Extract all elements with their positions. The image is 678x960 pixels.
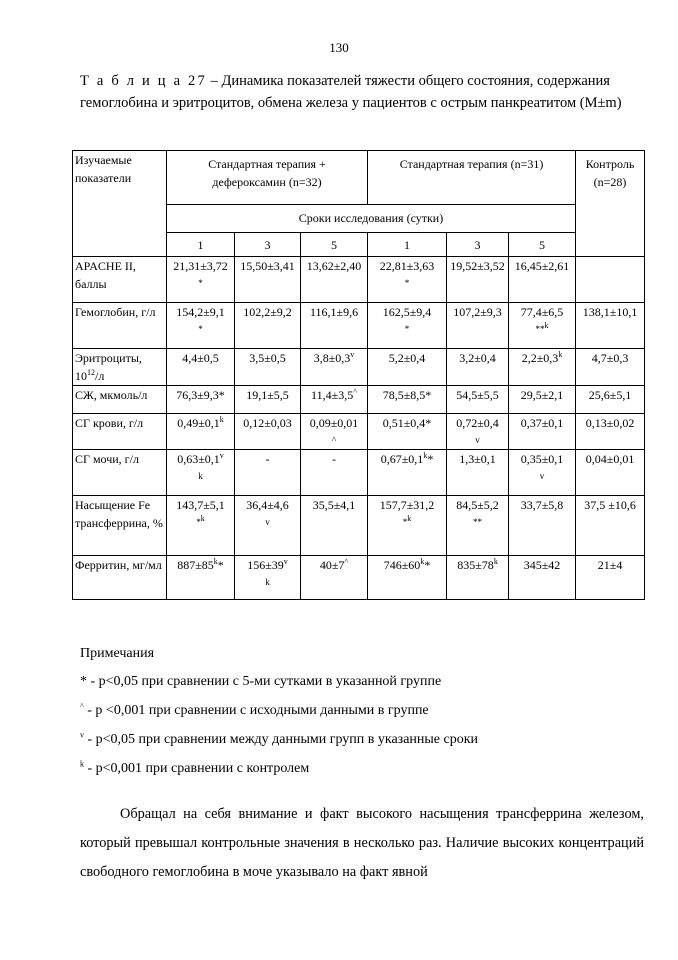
row-label xyxy=(73,349,167,386)
table-cell xyxy=(301,386,368,414)
header-day: 5 xyxy=(301,233,368,257)
cell-line xyxy=(311,388,357,402)
cell-value: 0,12±0,03 xyxy=(243,416,292,430)
cell-value: 21±4 xyxy=(597,558,623,572)
cell-value: - xyxy=(332,452,336,466)
cell-superscript: k xyxy=(420,557,425,566)
row-label xyxy=(73,386,167,414)
row-label-text: СГ крови, г/л xyxy=(75,416,144,430)
row-label-text: Ферритин, мг/мл xyxy=(75,558,162,572)
cell-line xyxy=(521,305,564,319)
body-text xyxy=(80,800,644,887)
table-cell xyxy=(576,450,645,496)
cell-line xyxy=(592,351,629,365)
table-cell xyxy=(509,303,576,349)
cell-line xyxy=(450,259,505,273)
cell-value: 3,2±0,4 xyxy=(459,351,496,365)
cell-line xyxy=(176,305,225,319)
cell-mark xyxy=(510,468,574,484)
table-caption-text: – Динамика показателей тяжести общего состояния, содержания гемоглобина и эритроцитов, обмена железа у пациентов с острым панкреатитом (M±m) xyxy=(80,73,622,111)
body-paragraph: Обращал на себя внимание и факт высокого насыщения трансферрина железом, который превышал контрольные значения в несколько раз. Наличие высоких концентраций свободного гемоглобина в моче указывало на факт явной xyxy=(80,806,644,880)
cell-superscript: k xyxy=(423,451,428,460)
cell-value: 13,62±2,40 xyxy=(306,259,362,273)
row-label xyxy=(73,556,167,600)
row-label xyxy=(73,414,167,450)
table-cell xyxy=(167,257,235,303)
cell-value: 887±85 xyxy=(177,558,214,572)
cell-line xyxy=(456,388,499,402)
cell-line xyxy=(177,416,224,430)
table-cell xyxy=(576,556,645,600)
cell-mark-text: * xyxy=(404,278,410,288)
cell-value: 19,52±3,52 xyxy=(450,259,505,273)
table-caption-label: Т а б л и ц а 27 xyxy=(80,73,207,89)
cell-mark xyxy=(168,514,233,530)
table-cell xyxy=(576,414,645,450)
table-row xyxy=(73,257,645,303)
cell-line xyxy=(332,452,336,466)
table-cell xyxy=(447,386,509,414)
cell-trailing-mark: * xyxy=(217,558,224,572)
cell-line xyxy=(586,452,635,466)
cell-value: 162,5±9,4 xyxy=(382,305,432,319)
cell-line xyxy=(307,259,362,273)
cell-value: 22,81±3,63 xyxy=(379,259,435,273)
table-row xyxy=(73,349,645,386)
cell-mark-text: * xyxy=(198,324,203,334)
cell-value: 102,2±9,2 xyxy=(243,305,292,319)
table-cell xyxy=(368,556,447,600)
table-cell xyxy=(368,349,447,386)
row-label xyxy=(73,303,167,349)
table-cell xyxy=(167,556,235,600)
cell-value: 138,1±10,1 xyxy=(582,305,638,319)
table-cell xyxy=(576,386,645,414)
table-cell xyxy=(368,414,447,450)
cell-mark-text: v xyxy=(539,471,545,481)
cell-mark xyxy=(369,321,445,337)
row-label-text: Эритроциты, 10 xyxy=(75,351,142,383)
note-symbol: v xyxy=(80,730,84,740)
cell-value: 5,2±0,4 xyxy=(388,351,426,365)
cell-line xyxy=(389,351,426,365)
table-cell xyxy=(576,349,645,386)
note-symbol: ^ xyxy=(80,701,84,711)
table-cell xyxy=(301,414,368,450)
note-text: - p<0,001 при сравнении с контролем xyxy=(84,761,310,776)
cell-line xyxy=(266,452,270,466)
note-item xyxy=(80,754,640,783)
cell-line xyxy=(459,351,496,365)
cell-mark-text: ^ xyxy=(331,435,337,445)
cell-value: 2,2±0,3 xyxy=(521,351,559,365)
cell-value: 54,5±5,5 xyxy=(456,388,499,402)
cell-mark-text: k xyxy=(198,471,203,481)
table-cell xyxy=(301,303,368,349)
cell-value: 0,09±0,01 xyxy=(309,416,359,430)
cell-value: 16,45±2,61 xyxy=(514,259,570,273)
table-cell xyxy=(368,303,447,349)
table-cell xyxy=(167,414,235,450)
row-label xyxy=(73,496,167,556)
note-symbol: k xyxy=(80,759,84,769)
cell-line xyxy=(380,259,435,273)
table-row xyxy=(73,303,645,349)
table-row xyxy=(73,386,645,414)
table-cell xyxy=(509,496,576,556)
cell-value: 0,37±0,1 xyxy=(520,416,564,430)
cell-line xyxy=(522,351,563,365)
cell-mark-text: * xyxy=(404,324,410,334)
table-cell xyxy=(509,450,576,496)
table-cell xyxy=(301,257,368,303)
cell-line xyxy=(240,259,295,273)
table-cell xyxy=(509,414,576,450)
cell-line xyxy=(521,416,564,430)
cell-mark xyxy=(302,432,366,448)
cell-mark-text: * xyxy=(198,278,203,288)
cell-value: 25,6±5,1 xyxy=(588,388,632,402)
table-cell xyxy=(509,556,576,600)
table-cell xyxy=(167,303,235,349)
table-cell xyxy=(167,496,235,556)
cell-mark-text: * xyxy=(196,517,201,527)
cell-trailing-mark: * xyxy=(424,558,431,572)
cell-superscript: k xyxy=(558,350,563,359)
row-label xyxy=(73,450,167,496)
cell-line xyxy=(383,416,432,430)
cell-line xyxy=(583,305,638,319)
cell-value: 345±42 xyxy=(523,558,561,572)
cell-mark-superscript: k xyxy=(544,321,549,330)
cell-superscript: v xyxy=(350,350,355,359)
cell-mark xyxy=(236,574,299,590)
cell-value: 157,7±31,2 xyxy=(379,498,435,512)
page-number: 130 xyxy=(329,40,349,55)
cell-value: - xyxy=(265,452,270,466)
cell-line xyxy=(247,558,288,572)
table-cell xyxy=(235,349,301,386)
cell-value: 0,67±0,1 xyxy=(380,452,424,466)
cell-value: 84,5±5,2 xyxy=(456,498,499,512)
cell-line xyxy=(456,498,499,512)
table-cell xyxy=(368,386,447,414)
cell-superscript: ^ xyxy=(344,557,349,566)
cell-mark-text: * xyxy=(402,517,408,527)
table-cell xyxy=(447,450,509,496)
cell-line xyxy=(589,388,632,402)
table-cell xyxy=(447,257,509,303)
table-cell xyxy=(576,496,645,556)
table-row xyxy=(73,496,645,556)
cell-mark xyxy=(168,275,233,291)
cell-line xyxy=(453,305,502,319)
cell-superscript: k xyxy=(219,415,224,424)
cell-line xyxy=(515,259,570,273)
note-text: - p<0,05 при сравнении между данными групп в указанные сроки xyxy=(84,732,479,747)
cell-value: 37,5 ±10,6 xyxy=(584,498,636,512)
cell-mark-text: k xyxy=(265,577,270,587)
header-group-deferoxamine: Стандартная терапия + дефероксамин (n=32) xyxy=(167,151,368,205)
cell-line xyxy=(243,305,292,319)
table-cell xyxy=(301,349,368,386)
data-table xyxy=(72,150,645,600)
cell-line xyxy=(521,388,564,402)
row-label-text: APACHE II, баллы xyxy=(75,259,136,291)
cell-line xyxy=(173,259,228,273)
cell-line xyxy=(380,498,435,512)
cell-line xyxy=(249,351,286,365)
table-cell xyxy=(447,414,509,450)
cell-mark xyxy=(369,275,445,291)
table-cell xyxy=(235,303,301,349)
table-cell xyxy=(235,386,301,414)
cell-mark-text: ** xyxy=(535,324,545,334)
cell-line xyxy=(176,498,225,512)
cell-value: 154,2±9,1 xyxy=(176,305,225,319)
table-cell xyxy=(509,386,576,414)
cell-mark xyxy=(448,432,507,448)
cell-line xyxy=(456,416,499,430)
cell-line xyxy=(246,388,289,402)
cell-value: 156±39 xyxy=(247,558,284,572)
cell-value: 4,7±0,3 xyxy=(591,351,629,365)
table-cell xyxy=(368,450,447,496)
header-day: 1 xyxy=(368,233,447,257)
cell-mark-text: ** xyxy=(473,517,483,527)
table-cell xyxy=(509,257,576,303)
cell-value: 76,3±9,3* xyxy=(176,388,225,402)
cell-value: 0,13±0,02 xyxy=(585,416,635,430)
cell-line xyxy=(182,351,219,365)
cell-superscript: ^ xyxy=(353,387,357,396)
cell-value: 0,04±0,01 xyxy=(585,452,635,466)
table-cell xyxy=(235,556,301,600)
header-group-standard: Стандартная терапия (n=31) xyxy=(368,151,576,205)
cell-value: 0,49±0,1 xyxy=(177,416,220,430)
table-row xyxy=(73,414,645,450)
table-cell xyxy=(576,303,645,349)
table-cell xyxy=(447,349,509,386)
cell-line xyxy=(586,416,635,430)
cell-value: 33,7±5,8 xyxy=(520,498,564,512)
cell-value: 78,5±8,5* xyxy=(382,388,432,402)
header-day: 3 xyxy=(447,233,509,257)
row-label-text: СГ мочи, г/л xyxy=(75,452,139,466)
cell-line xyxy=(457,558,498,572)
cell-value: 0,51±0,4* xyxy=(382,416,432,430)
table-cell xyxy=(368,257,447,303)
cell-line xyxy=(246,498,289,512)
note-text: - p<0,05 при сравнении с 5-ми сутками в указанной группе xyxy=(87,674,442,689)
table-cell xyxy=(235,257,301,303)
note-symbol: * xyxy=(80,674,87,689)
row-label-text: Насыщение Fe трансферрина, % xyxy=(75,498,163,530)
cell-mark xyxy=(448,514,507,530)
table-cell xyxy=(235,496,301,556)
header-control: Контроль (n=28) xyxy=(576,151,645,257)
cell-value: 3,8±0,3 xyxy=(313,351,351,365)
cell-line xyxy=(310,305,358,319)
table-cell xyxy=(167,386,235,414)
cell-value: 11,4±3,5 xyxy=(311,388,354,402)
table-cell xyxy=(447,556,509,600)
table-row xyxy=(73,450,645,496)
cell-value: 35,5±4,1 xyxy=(312,498,356,512)
cell-value: 0,72±0,4 xyxy=(456,416,499,430)
header-day: 1 xyxy=(167,233,235,257)
header-indicators: Изучаемые показатели xyxy=(73,151,167,257)
cell-value: 4,4±0,5 xyxy=(182,351,219,365)
notes-title: Примечания xyxy=(80,646,155,661)
cell-line xyxy=(521,452,564,466)
table-cell xyxy=(447,496,509,556)
header-day: 3 xyxy=(235,233,301,257)
note-item xyxy=(80,696,640,725)
cell-line xyxy=(176,388,225,402)
cell-trailing-mark: * xyxy=(427,452,434,466)
table-cell xyxy=(576,257,645,303)
cell-superscript: v xyxy=(283,557,288,566)
cell-mark xyxy=(369,514,445,530)
cell-line xyxy=(584,498,636,512)
cell-line xyxy=(177,558,224,572)
cell-value: 116,1±9,6 xyxy=(309,305,359,319)
cell-line xyxy=(459,452,496,466)
note-item xyxy=(80,725,640,754)
table-cell xyxy=(235,414,301,450)
header-terms: Сроки исследования (сутки) xyxy=(167,205,576,233)
cell-mark xyxy=(510,321,574,337)
cell-value: 77,4±6,5 xyxy=(520,305,564,319)
cell-value: 107,2±9,3 xyxy=(453,305,502,319)
table-cell xyxy=(509,349,576,386)
table-cell xyxy=(167,349,235,386)
cell-value: 143,7±5,1 xyxy=(176,498,225,512)
cell-mark-superscript: k xyxy=(407,514,412,523)
table-cell xyxy=(368,496,447,556)
row-label-tail: /л xyxy=(95,369,105,383)
cell-value: 0,35±0,1 xyxy=(520,452,564,466)
cell-line xyxy=(521,498,564,512)
cell-value: 21,31±3,72 xyxy=(173,259,228,273)
cell-line xyxy=(310,416,359,430)
cell-line xyxy=(598,558,623,572)
cell-line xyxy=(314,351,355,365)
cell-line xyxy=(243,416,292,430)
table-cell xyxy=(301,496,368,556)
row-label-text: Гемоглобин, г/л xyxy=(75,305,156,319)
note-item xyxy=(80,667,640,696)
row-label-sup: 12 xyxy=(87,368,95,377)
row-label-text: СЖ, мкмоль/л xyxy=(75,388,148,402)
cell-value: 835±78 xyxy=(457,558,494,572)
table-row xyxy=(73,556,645,600)
row-label xyxy=(73,257,167,303)
cell-mark xyxy=(168,468,233,484)
cell-value: 1,3±0,1 xyxy=(459,452,496,466)
cell-mark-text: v xyxy=(265,517,270,527)
cell-line xyxy=(177,452,224,466)
cell-value: 40±7 xyxy=(319,558,345,572)
table-caption xyxy=(80,70,636,114)
cell-superscript: k xyxy=(213,557,218,566)
cell-value: 3,5±0,5 xyxy=(249,351,286,365)
cell-value: 36,4±4,6 xyxy=(246,498,289,512)
cell-line xyxy=(384,558,431,572)
cell-line xyxy=(383,388,432,402)
table-cell xyxy=(447,303,509,349)
cell-superscript: k xyxy=(493,557,498,566)
table-cell xyxy=(301,556,368,600)
cell-mark xyxy=(236,514,299,530)
table-cell xyxy=(167,450,235,496)
cell-line xyxy=(524,558,561,572)
cell-line xyxy=(313,498,356,512)
note-text: - p <0,001 при сравнении с исходными данными в группе xyxy=(83,703,429,718)
cell-mark-superscript: k xyxy=(200,514,205,523)
notes xyxy=(80,640,640,783)
cell-value: 29,5±2,1 xyxy=(520,388,564,402)
cell-superscript: v xyxy=(219,451,224,460)
table-cell xyxy=(235,450,301,496)
cell-value: 19,1±5,5 xyxy=(246,388,289,402)
cell-value: 746±60 xyxy=(383,558,421,572)
table-cell xyxy=(301,450,368,496)
cell-mark xyxy=(168,321,233,337)
cell-line xyxy=(383,305,432,319)
cell-line xyxy=(320,558,348,572)
cell-value: 0,63±0,1 xyxy=(177,452,220,466)
header-day: 5 xyxy=(509,233,576,257)
cell-mark-text: v xyxy=(475,435,480,445)
cell-line xyxy=(381,452,434,466)
cell-value: 15,50±3,41 xyxy=(240,259,295,273)
